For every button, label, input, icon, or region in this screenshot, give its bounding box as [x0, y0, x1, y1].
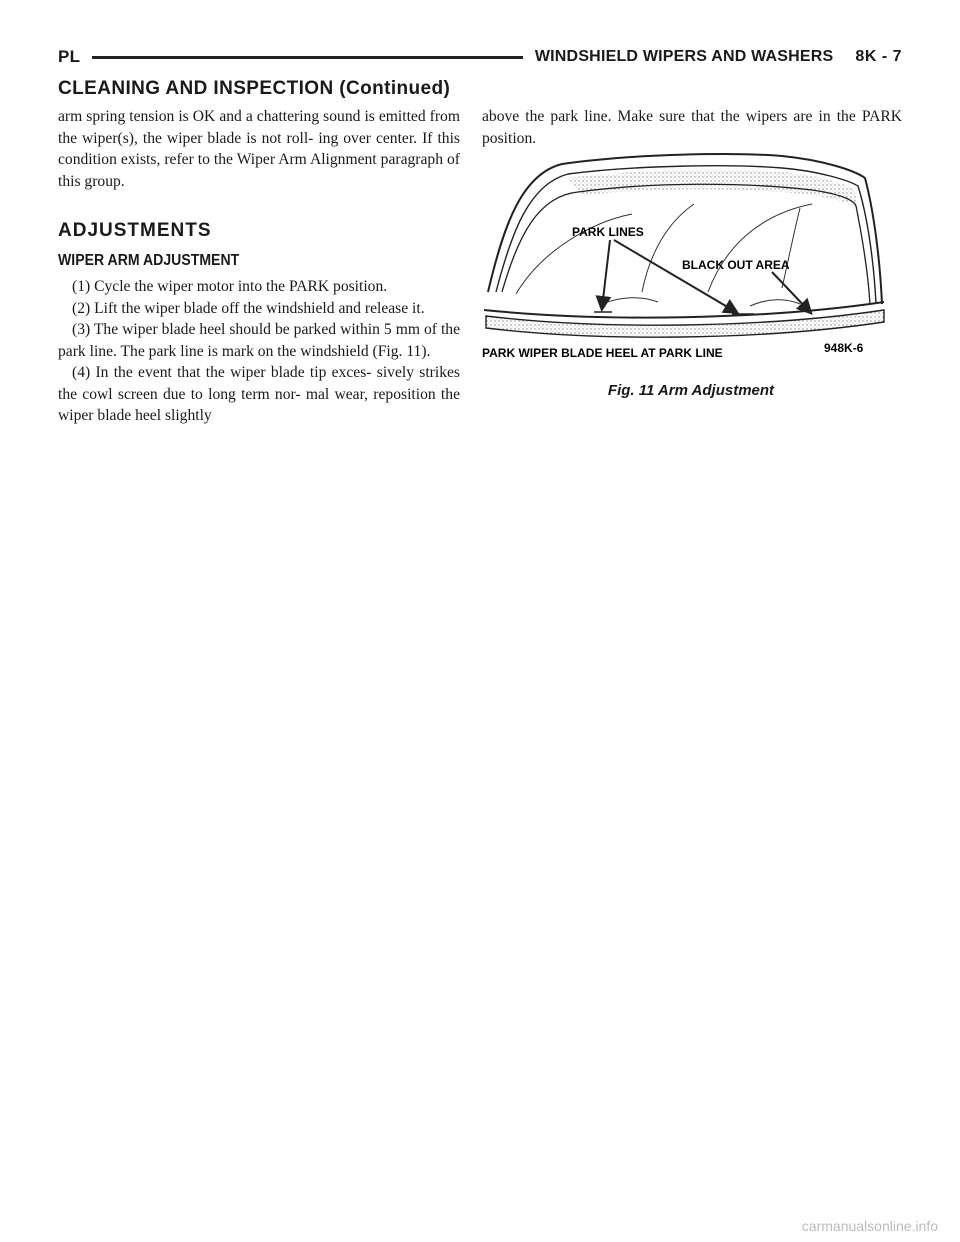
header-model-code: PL	[58, 47, 81, 66]
adjustments-heading: ADJUSTMENTS	[58, 220, 212, 241]
black-out-area-arrow	[772, 272, 810, 312]
header-rule	[92, 56, 523, 59]
step-4: (4) In the event that the wiper blade tip exces- sively strikes the cowl screen due to long term nor- mal wear, reposition the wiper blade heel slightly	[58, 364, 460, 424]
black-out-area-label: BLACK OUT AREA	[682, 258, 790, 272]
arm-adjustment-figure	[482, 152, 902, 382]
park-lines-label: PARK LINES	[572, 225, 644, 239]
header-page-number: 8K - 7	[855, 48, 902, 65]
step-2: (2) Lift the wiper blade off the windshield and release it.	[72, 299, 425, 317]
figure-code-label: 948K-6	[824, 341, 864, 355]
figure-caption: Fig. 11 Arm Adjustment	[607, 382, 775, 399]
park-lines-arrow-left	[602, 240, 610, 308]
left-column	[58, 106, 460, 427]
wiper-arc-center	[642, 204, 694, 292]
wiper-arm-adjustment-heading: WIPER ARM ADJUSTMENT	[58, 252, 240, 269]
right-column	[482, 106, 902, 149]
glass-edge	[502, 184, 870, 304]
wiper-arc-far	[782, 208, 800, 288]
wiper-arc-right	[708, 204, 812, 292]
step-1: (1) Cycle the wiper motor into the PARK position.	[72, 278, 388, 295]
black-out-band	[568, 170, 858, 208]
cowl-upper	[484, 302, 884, 318]
continued-section-title: CLEANING AND INSPECTION (Continued)	[58, 78, 451, 99]
page-header	[58, 44, 902, 70]
windshield-illustration	[482, 152, 902, 382]
header-section-title: WINDSHIELD WIPERS AND WASHERS	[534, 48, 834, 65]
watermark-text: carmanualsonline.info	[801, 1218, 938, 1234]
step-3: (3) The wiper blade heel should be parked within 5 mm of the park line. The park line is mark on the windshield (Fig. 11).	[58, 321, 460, 360]
park-wiper-blade-heel-label: PARK WIPER BLADE HEEL AT PARK LINE	[482, 346, 723, 360]
park-lines-arrow-right	[614, 240, 736, 312]
continuation-paragraph: above the park line. Make sure that the wipers are in the PARK position.	[482, 108, 902, 147]
blade-mark-left	[602, 298, 658, 304]
blade-mark-right	[750, 300, 800, 306]
intro-paragraph: arm spring tension is OK and a chattering sound is emitted from the wiper(s), the wiper blade is not roll- ing over center. If this condition exists, refer to the Wiper Arm Alignment paragraph of this group.	[58, 108, 460, 190]
